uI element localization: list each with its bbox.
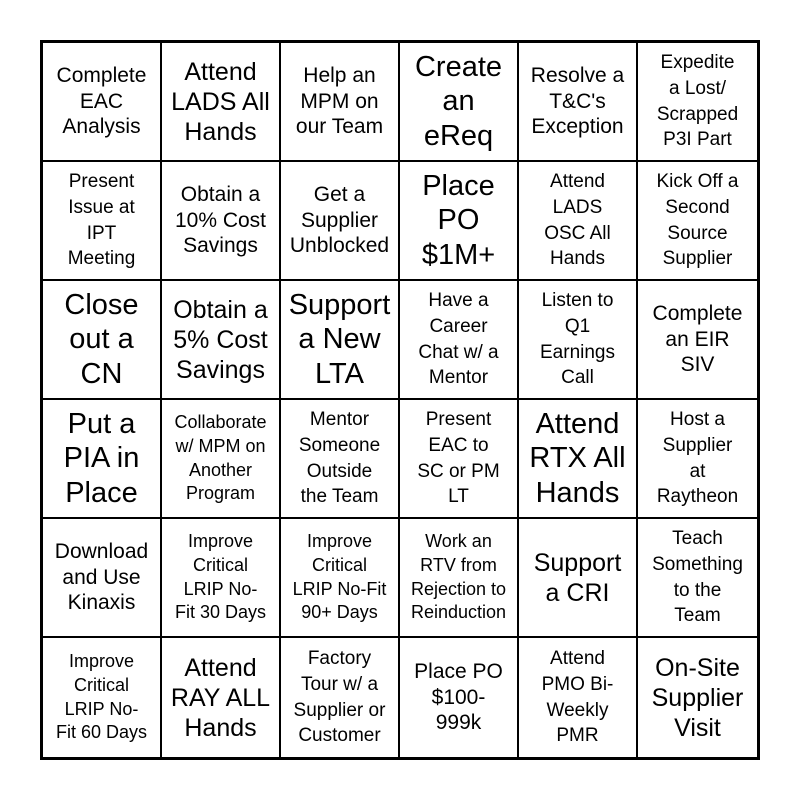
- bingo-cell[interactable]: [638, 162, 757, 281]
- bingo-cell-text: Attend RTX All Hands: [529, 408, 626, 509]
- bingo-cell-text: Improve Critical LRIP No- Fit 60 Days: [55, 651, 148, 743]
- bingo-cell-text: Teach Something to the Team: [652, 527, 743, 627]
- bingo-cell-text: Resolve a T&C's Exception: [530, 64, 625, 139]
- bingo-cell[interactable]: [162, 43, 281, 162]
- bingo-cell[interactable]: [519, 638, 638, 757]
- bingo-cell-text: Close out a CN: [64, 289, 139, 390]
- bingo-cell[interactable]: [281, 162, 400, 281]
- bingo-cell-text: Download and Use Kinaxis: [54, 540, 149, 615]
- bingo-cell-text: Present Issue at IPT Meeting: [67, 170, 136, 270]
- bingo-cell-text: Host a Supplier at Raytheon: [656, 408, 739, 508]
- bingo-cell[interactable]: [281, 281, 400, 400]
- bingo-cell-text: Attend LADS OSC All Hands: [544, 170, 611, 270]
- bingo-cell[interactable]: [162, 400, 281, 519]
- bingo-cell-text: Improve Critical LRIP No-Fit 90+ Days: [292, 531, 387, 623]
- bingo-cell[interactable]: [281, 400, 400, 519]
- bingo-cell-text: Present EAC to SC or PM LT: [417, 408, 500, 508]
- bingo-cell-text: Complete EAC Analysis: [56, 64, 147, 139]
- bingo-board: [40, 40, 760, 760]
- bingo-cell-text: Listen to Q1 Earnings Call: [540, 289, 615, 389]
- bingo-cell[interactable]: [638, 400, 757, 519]
- bingo-cell[interactable]: [400, 43, 519, 162]
- bingo-cell[interactable]: [519, 162, 638, 281]
- bingo-cell-text: Support a CRI: [533, 548, 622, 607]
- bingo-cell-text: On-Site Supplier Visit: [651, 653, 744, 742]
- bingo-cell-text: Obtain a 10% Cost Savings: [174, 183, 267, 258]
- bingo-cell[interactable]: [638, 519, 757, 638]
- bingo-cell-text: Attend RAY ALL Hands: [170, 653, 271, 742]
- bingo-cell[interactable]: [519, 519, 638, 638]
- bingo-cell[interactable]: [162, 162, 281, 281]
- bingo-cell-text: Place PO $100- 999k: [414, 660, 503, 735]
- bingo-cell[interactable]: [400, 638, 519, 757]
- bingo-cell[interactable]: [400, 162, 519, 281]
- bingo-cell-text: Support a New LTA: [288, 289, 391, 390]
- bingo-cell-text: Place PO $1M+: [421, 170, 496, 271]
- bingo-cell-text: Expedite a Lost/ Scrapped P3I Part: [656, 51, 739, 151]
- bingo-cell[interactable]: [281, 43, 400, 162]
- bingo-cell-text: Attend LADS All Hands: [171, 57, 270, 146]
- bingo-cell-text: Have a Career Chat w/ a Mentor: [418, 289, 499, 389]
- bingo-cell-text: Attend PMO Bi- Weekly PMR: [541, 647, 614, 747]
- bingo-cell[interactable]: [638, 638, 757, 757]
- bingo-cell[interactable]: [281, 519, 400, 638]
- bingo-cell[interactable]: [162, 281, 281, 400]
- bingo-cell[interactable]: [519, 400, 638, 519]
- bingo-cell[interactable]: [400, 281, 519, 400]
- bingo-cell[interactable]: [162, 638, 281, 757]
- bingo-cell[interactable]: [43, 638, 162, 757]
- bingo-cell[interactable]: [638, 43, 757, 162]
- bingo-cell[interactable]: [400, 519, 519, 638]
- bingo-cell-text: Factory Tour w/ a Supplier or Customer: [293, 647, 386, 747]
- bingo-cell[interactable]: [43, 400, 162, 519]
- bingo-cell[interactable]: [281, 638, 400, 757]
- bingo-cell[interactable]: [519, 43, 638, 162]
- bingo-cell-text: Create an eReq: [414, 51, 503, 152]
- bingo-cell[interactable]: [519, 281, 638, 400]
- bingo-cell-text: Mentor Someone Outside the Team: [298, 408, 381, 508]
- bingo-cell-text: Complete an EIR SIV: [652, 302, 743, 377]
- bingo-cell[interactable]: [43, 162, 162, 281]
- bingo-cell[interactable]: [43, 281, 162, 400]
- bingo-cell-text: Work an RTV from Rejection to Reinduction: [410, 531, 507, 623]
- bingo-cell-text: Obtain a 5% Cost Savings: [173, 295, 268, 384]
- bingo-cell[interactable]: [638, 281, 757, 400]
- bingo-cell-text: Put a PIA in Place: [63, 408, 140, 509]
- bingo-cell-text: Collaborate w/ MPM on Another Program: [174, 412, 267, 504]
- bingo-cell[interactable]: [43, 519, 162, 638]
- bingo-cell-text: Improve Critical LRIP No- Fit 30 Days: [174, 531, 267, 623]
- bingo-cell[interactable]: [43, 43, 162, 162]
- bingo-cell[interactable]: [400, 400, 519, 519]
- bingo-cell-text: Kick Off a Second Source Supplier: [656, 170, 739, 270]
- bingo-cell[interactable]: [162, 519, 281, 638]
- bingo-cell-text: Get a Supplier Unblocked: [289, 183, 390, 258]
- bingo-cell-text: Help an MPM on our Team: [295, 64, 384, 139]
